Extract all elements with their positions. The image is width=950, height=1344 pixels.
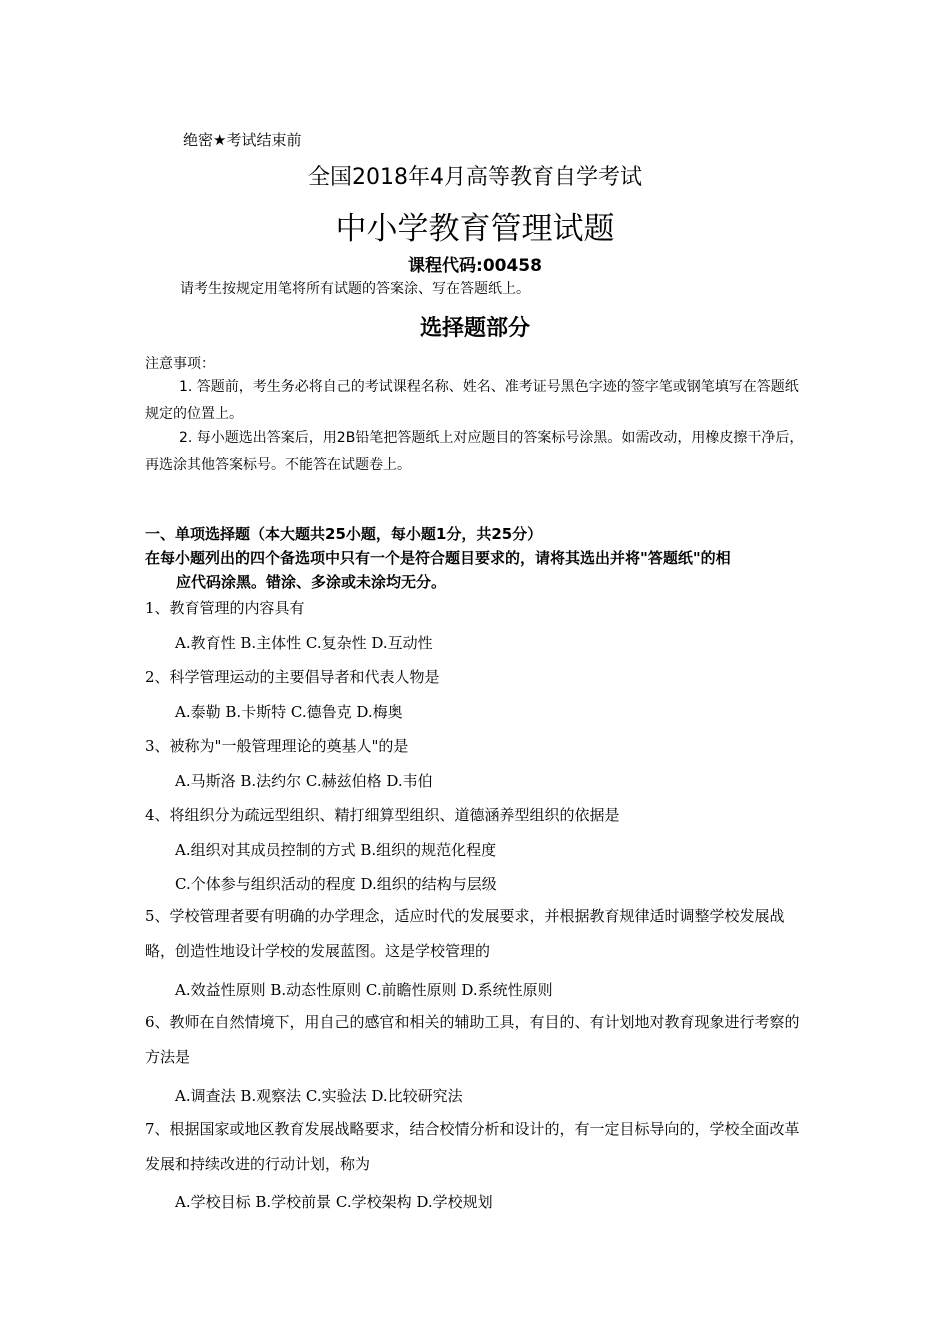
section-heading: 一、单项选择题（本大题共25小题，每小题1分，共25分） <box>145 525 543 543</box>
question-options: A.调查法 B.观察法 C.实验法 D.比较研究法 <box>175 1087 463 1105</box>
course-code: 课程代码:00458 <box>408 256 542 276</box>
part-title: 选择题部分 <box>419 316 530 341</box>
main-title: 中小学教育管理试题 <box>335 211 615 247</box>
question-stem: 6、教师在自然情境下，用自己的感官和相关的辅助工具，有目的、有计划地对教育现象进行考察的方法是 <box>145 1013 800 1066</box>
question-options: A.泰勒 B.卡斯特 C.德鲁克 D.梅奥 <box>175 703 403 721</box>
question-stem: 2、科学管理运动的主要倡导者和代表人物是 <box>145 668 440 686</box>
section-description <box>145 546 815 594</box>
question-stem: 3、被称为"一般管理理论的奠基人"的是 <box>145 737 409 755</box>
instruction-text: 请考生按规定用笔将所有试题的答案涂、写在答题纸上。 <box>180 281 530 297</box>
question-options: A.效益性原则 B.动态性原则 C.前瞻性原则 D.系统性原则 <box>175 981 553 999</box>
notes-heading: 注意事项： <box>145 356 215 372</box>
question-options: A.学校目标 B.学校前景 C.学校架构 D.学校规划 <box>175 1193 493 1211</box>
note-text: 2. 每小题选出答案后，用2B铅笔把答题纸上对应题目的答案标号涂黑。如需改动，用橡皮擦干净后，再选涂其他答案标号。不能答在试题卷上。 <box>145 430 804 473</box>
question-options: A.马斯洛 B.法约尔 C.赫兹伯格 D.韦伯 <box>175 772 433 790</box>
note-item <box>145 425 805 479</box>
question-options: A.教育性 B.主体性 C.复杂性 D.互动性 <box>175 634 433 652</box>
question-options: A.组织对其成员控制的方式 B.组织的规范化程度 <box>175 841 497 859</box>
question-stem: 1、教育管理的内容具有 <box>145 599 305 617</box>
question-stem: 4、将组织分为疏远型组织、精打细算型组织、道德涵养型组织的依据是 <box>145 806 620 824</box>
note-text: 1. 答题前，考生务必将自己的考试课程名称、姓名、准考证号黑色字迹的签字笔或钢笔填写在答题纸规定的位置上。 <box>145 379 799 422</box>
section-desc-line: 应代码涂黑。错涂、多涂或未涂均无分。 <box>176 573 447 591</box>
question-stem: 7、根据国家或地区教育发展战略要求，结合校情分析和设计的，有一定目标导向的，学校全面改革发展和持续改进的行动计划，称为 <box>145 1120 800 1173</box>
question-stem: 5、学校管理者要有明确的办学理念，适应时代的发展要求，并根据教育规律适时调整学校发展战略，创造性地设计学校的发展蓝图。这是学校管理的 <box>145 907 785 960</box>
secret-label: 绝密★考试结束前 <box>183 131 302 149</box>
note-item <box>145 374 805 428</box>
exam-title: 全国2018年4月高等教育自学考试 <box>308 165 642 190</box>
section-desc-line: 在每小题列出的四个备选项中只有一个是符合题目要求的，请将其选出并将"答题纸"的相 <box>145 549 731 567</box>
question-options: C.个体参与组织活动的程度 D.组织的结构与层级 <box>175 875 497 893</box>
